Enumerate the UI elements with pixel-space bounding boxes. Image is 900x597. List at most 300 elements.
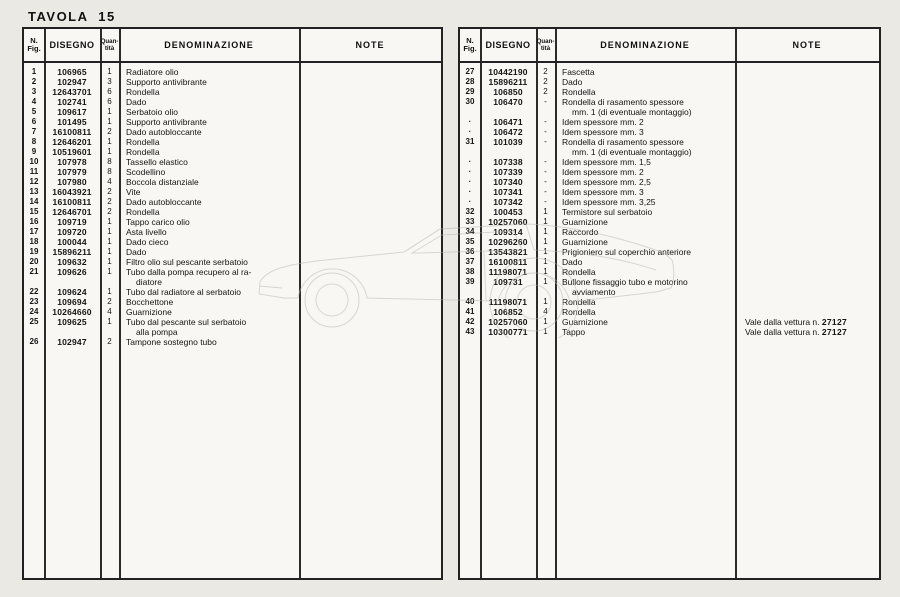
fig-number: 18 bbox=[29, 237, 39, 246]
disegno-number: 109720 bbox=[57, 227, 87, 237]
note-text bbox=[735, 227, 879, 237]
quantity: 1 bbox=[543, 237, 548, 246]
disegno-number: 102947 bbox=[57, 77, 87, 87]
denomination-text: Dado bbox=[126, 247, 147, 257]
fig-number: 37 bbox=[465, 257, 475, 266]
disegno-number: 12646701 bbox=[52, 207, 92, 217]
table-row-line bbox=[460, 287, 879, 297]
denomination-text: Bocchettone bbox=[126, 297, 174, 307]
denomination-text: Dado bbox=[126, 97, 147, 107]
header-fig-line2: Fig. bbox=[27, 44, 41, 53]
table-row-line bbox=[24, 77, 441, 87]
note-text bbox=[299, 297, 441, 307]
denomination-text: Tappo bbox=[562, 327, 586, 337]
note-text bbox=[735, 257, 879, 267]
denomination-text: Fascetta bbox=[562, 67, 595, 77]
disegno-number: 16100811 bbox=[52, 197, 92, 207]
note-text bbox=[299, 147, 441, 157]
denomination-text: Dado autobloccante bbox=[126, 127, 202, 137]
denomination-text: Asta livello bbox=[126, 227, 167, 237]
note-text bbox=[735, 97, 879, 107]
denomination-text: Rondella bbox=[126, 87, 160, 97]
table-row-line bbox=[24, 87, 441, 97]
table-row-line bbox=[460, 227, 879, 237]
denomination-text: Prigioniero sul coperchio anteriore bbox=[562, 247, 691, 257]
table-row-line bbox=[24, 97, 441, 107]
table-row-line bbox=[460, 297, 879, 307]
note-text bbox=[299, 327, 441, 337]
fig-number: 30 bbox=[465, 97, 475, 106]
note-text bbox=[299, 67, 441, 77]
quantity bbox=[100, 327, 119, 337]
denomination-text: Idem spessore mm. 3,25 bbox=[562, 197, 656, 207]
denomination-text: Dado cieco bbox=[126, 237, 169, 247]
fig-number: 26 bbox=[29, 337, 39, 346]
denomination-text: Tassello elastico bbox=[126, 157, 188, 167]
denomination-text: Supporto antivibrante bbox=[126, 117, 207, 127]
note-text bbox=[299, 317, 441, 327]
table-row-line bbox=[24, 247, 441, 257]
fig-number: 22 bbox=[29, 287, 39, 296]
table-row-line bbox=[460, 257, 879, 267]
table-row-line bbox=[460, 267, 879, 277]
denomination-text: Termistore sul serbatoio bbox=[562, 207, 653, 217]
note-text bbox=[735, 287, 879, 297]
note-car-number: 27127 bbox=[821, 317, 848, 327]
fig-number: 23 bbox=[29, 297, 39, 306]
quantity: - bbox=[544, 177, 547, 186]
table-row-line bbox=[460, 277, 879, 287]
denomination-text: Supporto antivibrante bbox=[126, 77, 207, 87]
denomination-text: Guarnizione bbox=[126, 307, 172, 317]
note-text bbox=[299, 77, 441, 87]
disegno-number: 101039 bbox=[493, 137, 523, 147]
table-row-line bbox=[24, 187, 441, 197]
quantity: 2 bbox=[107, 197, 112, 206]
note-text bbox=[735, 207, 879, 217]
disegno-number: 13543821 bbox=[488, 247, 528, 257]
table-row-line bbox=[460, 97, 879, 107]
quantity: - bbox=[544, 187, 547, 196]
header-fig bbox=[24, 37, 44, 54]
table-row-line bbox=[24, 107, 441, 117]
denomination-text: Rondella bbox=[562, 307, 596, 317]
note-text bbox=[735, 277, 879, 287]
denomination-text: Rondella bbox=[562, 87, 596, 97]
note-text bbox=[299, 247, 441, 257]
table-row-line bbox=[24, 167, 441, 177]
denomination-text: Rondella di rasamento spessore bbox=[562, 97, 684, 107]
table-row-line bbox=[24, 157, 441, 167]
note-text bbox=[299, 277, 441, 287]
denomination-text: avviamento bbox=[572, 287, 616, 297]
quantity: 1 bbox=[107, 287, 112, 296]
table-body bbox=[24, 67, 441, 347]
quantity: 1 bbox=[107, 257, 112, 266]
denomination-text: Tubo dal pescante sul serbatoio bbox=[126, 317, 247, 327]
header-qty-line2: tità bbox=[104, 45, 115, 52]
fig-number: 4 bbox=[31, 97, 37, 106]
fig-number: · bbox=[468, 127, 472, 136]
quantity: - bbox=[544, 197, 547, 206]
fig-number: 20 bbox=[29, 257, 39, 266]
fig-number: · bbox=[468, 187, 472, 196]
quantity: 2 bbox=[107, 337, 112, 346]
quantity: 1 bbox=[107, 107, 112, 116]
table-row-line bbox=[24, 237, 441, 247]
header-qty bbox=[100, 38, 119, 52]
table-row-line bbox=[24, 147, 441, 157]
disegno-number: 106471 bbox=[493, 117, 523, 127]
disegno-number: 106965 bbox=[57, 67, 87, 77]
disegno-number: 12643701 bbox=[52, 87, 92, 97]
note-text bbox=[299, 107, 441, 117]
note-text bbox=[735, 237, 879, 247]
note-text bbox=[735, 217, 879, 227]
denomination-text: Idem spessore mm. 3 bbox=[562, 127, 644, 137]
note-text bbox=[299, 177, 441, 187]
note-text bbox=[299, 87, 441, 97]
header-divider bbox=[460, 61, 879, 63]
denomination-text: Tampone sostegno tubo bbox=[126, 337, 217, 347]
header-denominazione: DENOMINAZIONE bbox=[164, 40, 254, 50]
note-text bbox=[299, 117, 441, 127]
denomination-text: Rondella bbox=[126, 207, 160, 217]
quantity: 4 bbox=[107, 177, 112, 186]
fig-number: 35 bbox=[465, 237, 475, 246]
quantity: 2 bbox=[543, 67, 548, 76]
table-row-line bbox=[460, 317, 879, 327]
table-row-line bbox=[24, 307, 441, 317]
note-text bbox=[735, 107, 879, 117]
table-row-line bbox=[24, 137, 441, 147]
table-row-line bbox=[24, 327, 441, 337]
quantity: 1 bbox=[107, 217, 112, 226]
denomination-text: Raccordo bbox=[562, 227, 599, 237]
denomination-text: Idem spessore mm. 3 bbox=[562, 187, 644, 197]
disegno-number: 15896211 bbox=[52, 247, 92, 257]
note-text bbox=[299, 127, 441, 137]
note-text bbox=[299, 187, 441, 197]
fig-number: 3 bbox=[31, 87, 37, 96]
quantity bbox=[536, 287, 555, 297]
quantity: 1 bbox=[543, 217, 548, 226]
denomination-text: Idem spessore mm. 2,5 bbox=[562, 177, 651, 187]
quantity: 4 bbox=[107, 307, 112, 316]
fig-number bbox=[460, 107, 480, 117]
quantity: - bbox=[544, 117, 547, 126]
table-row-line bbox=[460, 327, 879, 337]
disegno-number: 10300771 bbox=[488, 327, 528, 337]
table-row-line bbox=[460, 137, 879, 147]
disegno-number: 107339 bbox=[493, 167, 523, 177]
note-text bbox=[735, 167, 879, 177]
note-text bbox=[735, 117, 879, 127]
fig-number: 2 bbox=[31, 77, 37, 86]
disegno-number: 10257060 bbox=[488, 217, 528, 227]
table-row-line bbox=[24, 277, 441, 287]
note-text bbox=[735, 177, 879, 187]
fig-number: 6 bbox=[31, 117, 37, 126]
denomination-text: Idem spessore mm. 2 bbox=[562, 117, 644, 127]
table-body bbox=[460, 67, 879, 337]
table-row-line bbox=[24, 207, 441, 217]
fig-number: 16 bbox=[29, 217, 39, 226]
header-disegno: DISEGNO bbox=[49, 40, 95, 50]
fig-number: · bbox=[468, 167, 472, 176]
quantity: 2 bbox=[107, 127, 112, 136]
note-text bbox=[735, 77, 879, 87]
quantity: 1 bbox=[107, 147, 112, 156]
note-text bbox=[299, 337, 441, 347]
fig-number: 14 bbox=[29, 197, 39, 206]
fig-number: 34 bbox=[465, 227, 475, 236]
denomination-text: diatore bbox=[136, 277, 162, 287]
disegno-number: 102741 bbox=[57, 97, 87, 107]
table-row-line bbox=[460, 177, 879, 187]
note-text bbox=[299, 227, 441, 237]
note-text bbox=[735, 247, 879, 257]
header-disegno: DISEGNO bbox=[485, 40, 531, 50]
quantity: 1 bbox=[107, 247, 112, 256]
note-text bbox=[299, 157, 441, 167]
denomination-text: Dado bbox=[562, 77, 583, 87]
quantity: 1 bbox=[543, 277, 548, 286]
parts-table-left bbox=[22, 27, 443, 580]
header-fig-line1: N. bbox=[30, 35, 38, 45]
quantity: 2 bbox=[107, 297, 112, 306]
table-row-line bbox=[460, 247, 879, 257]
fig-number: 11 bbox=[29, 167, 39, 176]
disegno-number: 16100811 bbox=[488, 257, 528, 267]
note-text bbox=[735, 127, 879, 137]
parts-table-right bbox=[458, 27, 881, 580]
disegno-number: 109625 bbox=[57, 317, 87, 327]
table-row-line bbox=[460, 107, 879, 117]
denomination-text: Bullone fissaggio tubo e motorino bbox=[562, 277, 688, 287]
disegno-number: 109624 bbox=[57, 287, 87, 297]
table-row-line bbox=[24, 177, 441, 187]
disegno-number: 107980 bbox=[57, 177, 87, 187]
disegno-number: 106472 bbox=[493, 127, 523, 137]
note-text bbox=[735, 87, 879, 97]
fig-number: 10 bbox=[29, 157, 39, 166]
denomination-text: Rondella bbox=[126, 137, 160, 147]
table-row-line bbox=[24, 317, 441, 327]
denomination-text: Tappo carico olio bbox=[126, 217, 190, 227]
quantity: 3 bbox=[107, 77, 112, 86]
denomination-text: Guarnizione bbox=[562, 317, 608, 327]
header-fig bbox=[460, 37, 480, 54]
disegno-number: 10519601 bbox=[52, 147, 92, 157]
fig-number: 33 bbox=[465, 217, 475, 226]
note-text bbox=[299, 287, 441, 297]
denomination-text: mm. 1 (di eventuale montaggio) bbox=[572, 147, 692, 157]
fig-number: 32 bbox=[465, 207, 475, 216]
table-row-line bbox=[460, 127, 879, 137]
disegno-number: 109617 bbox=[57, 107, 87, 117]
note-text bbox=[299, 167, 441, 177]
quantity: 1 bbox=[107, 137, 112, 146]
fig-number: 41 bbox=[465, 307, 475, 316]
note-text bbox=[735, 67, 879, 77]
note-text bbox=[735, 187, 879, 197]
fig-number bbox=[460, 147, 480, 157]
disegno-number bbox=[480, 107, 536, 117]
disegno-number: 106850 bbox=[493, 87, 523, 97]
fig-number: 9 bbox=[31, 147, 37, 156]
note-text: Vale dalla vettura n. 27127 bbox=[745, 317, 848, 327]
quantity bbox=[100, 277, 119, 287]
quantity: 1 bbox=[543, 327, 548, 336]
quantity: 1 bbox=[543, 207, 548, 216]
table-row-line bbox=[460, 197, 879, 207]
fig-number: 12 bbox=[29, 177, 39, 186]
note-text bbox=[735, 197, 879, 207]
disegno-number: 109626 bbox=[57, 267, 87, 277]
fig-number: 29 bbox=[465, 87, 475, 96]
quantity: 4 bbox=[543, 307, 548, 316]
note-text bbox=[299, 197, 441, 207]
note-text bbox=[299, 137, 441, 147]
quantity: 1 bbox=[543, 257, 548, 266]
denomination-text: Radiatore olio bbox=[126, 67, 179, 77]
quantity: - bbox=[544, 137, 547, 146]
table-row-line bbox=[460, 147, 879, 157]
quantity: 8 bbox=[107, 157, 112, 166]
fig-number: · bbox=[468, 197, 472, 206]
header-fig-line1: N. bbox=[466, 35, 474, 45]
fig-number bbox=[24, 277, 44, 287]
disegno-number bbox=[480, 147, 536, 157]
fig-number: 19 bbox=[29, 247, 39, 256]
note-text bbox=[299, 257, 441, 267]
fig-number: 13 bbox=[29, 187, 39, 196]
disegno-number: 107978 bbox=[57, 157, 87, 167]
denomination-text: mm. 1 (di eventuale montaggio) bbox=[572, 107, 692, 117]
fig-number: 5 bbox=[31, 107, 37, 116]
denomination-text: Idem spessore mm. 1,5 bbox=[562, 157, 651, 167]
quantity: 1 bbox=[107, 267, 112, 276]
disegno-number: 100453 bbox=[493, 207, 523, 217]
disegno-number: 107338 bbox=[493, 157, 523, 167]
fig-number: 1 bbox=[31, 67, 37, 76]
table-row-line bbox=[24, 337, 441, 347]
header-denominazione: DENOMINAZIONE bbox=[600, 40, 690, 50]
fig-number: 43 bbox=[465, 327, 475, 336]
table-row-line bbox=[460, 87, 879, 97]
disegno-number: 10442190 bbox=[488, 67, 528, 77]
denomination-text: Vite bbox=[126, 187, 141, 197]
note-text bbox=[735, 147, 879, 157]
disegno-number: 16043921 bbox=[52, 187, 92, 197]
fig-number: 25 bbox=[29, 317, 39, 326]
fig-number: 40 bbox=[465, 297, 475, 306]
denomination-text: Scodellino bbox=[126, 167, 166, 177]
note-text bbox=[735, 297, 879, 307]
page-title: TAVOLA 15 bbox=[28, 9, 116, 24]
header-qty-line1: Quan- bbox=[100, 38, 119, 45]
disegno-number: 10296260 bbox=[488, 237, 528, 247]
table-row-line bbox=[24, 197, 441, 207]
denomination-text: Rondella di rasamento spessore bbox=[562, 137, 684, 147]
table-row-line bbox=[460, 117, 879, 127]
fig-number: · bbox=[468, 157, 472, 166]
quantity: 2 bbox=[107, 187, 112, 196]
quantity: - bbox=[544, 167, 547, 176]
disegno-number: 109632 bbox=[57, 257, 87, 267]
table-row-line bbox=[460, 157, 879, 167]
quantity: 1 bbox=[107, 117, 112, 126]
table-row-line bbox=[24, 227, 441, 237]
note-text bbox=[735, 307, 879, 317]
disegno-number: 12646201 bbox=[52, 137, 92, 147]
quantity: 2 bbox=[107, 207, 112, 216]
denomination-text: Serbatoio olio bbox=[126, 107, 178, 117]
table-row-line bbox=[24, 267, 441, 277]
denomination-text: Guarnizione bbox=[562, 237, 608, 247]
disegno-number: 107979 bbox=[57, 167, 87, 177]
fig-number: 24 bbox=[29, 307, 39, 316]
table-row-line bbox=[24, 127, 441, 137]
fig-number: 21 bbox=[29, 267, 39, 276]
note-text bbox=[735, 157, 879, 167]
fig-number: · bbox=[468, 177, 472, 186]
table-row-line bbox=[24, 297, 441, 307]
note-text bbox=[735, 137, 879, 147]
quantity: 2 bbox=[543, 87, 548, 96]
note-text bbox=[299, 237, 441, 247]
denomination-text: Rondella bbox=[562, 297, 596, 307]
quantity: - bbox=[544, 97, 547, 106]
disegno-number: 109694 bbox=[57, 297, 87, 307]
denomination-text: Filtro olio sul pescante serbatoio bbox=[126, 257, 248, 267]
denomination-text: Rondella bbox=[126, 147, 160, 157]
disegno-number: 102947 bbox=[57, 337, 87, 347]
disegno-number: 10264660 bbox=[52, 307, 92, 317]
disegno-number: 109314 bbox=[493, 227, 523, 237]
disegno-number: 15896211 bbox=[488, 77, 528, 87]
disegno-number: 107340 bbox=[493, 177, 523, 187]
disegno-number: 11198071 bbox=[488, 297, 528, 307]
disegno-number: 109719 bbox=[57, 217, 87, 227]
fig-number: 7 bbox=[31, 127, 37, 136]
note-text bbox=[735, 267, 879, 277]
table-row-line bbox=[24, 117, 441, 127]
quantity: 1 bbox=[107, 67, 112, 76]
note-text bbox=[299, 217, 441, 227]
quantity: 2 bbox=[543, 77, 548, 86]
denomination-text: Tubo dalla pompa recupero al ra- bbox=[126, 267, 252, 277]
table-row-line bbox=[460, 77, 879, 87]
disegno-number bbox=[44, 327, 100, 337]
table-row-line bbox=[460, 67, 879, 77]
quantity bbox=[536, 107, 555, 117]
table-row-line bbox=[24, 217, 441, 227]
table-row-line bbox=[460, 217, 879, 227]
disegno-number: 101495 bbox=[57, 117, 87, 127]
header-qty-line1: Quan- bbox=[536, 38, 555, 45]
denomination-text: Guarnizione bbox=[562, 217, 608, 227]
table-row-line bbox=[460, 167, 879, 177]
header-qty bbox=[536, 38, 555, 52]
quantity: 8 bbox=[107, 167, 112, 176]
quantity bbox=[536, 147, 555, 157]
header-note: NOTE bbox=[355, 40, 385, 50]
table-row-line bbox=[460, 207, 879, 217]
note-car-number: 27127 bbox=[821, 327, 848, 337]
disegno-number: 16100811 bbox=[52, 127, 92, 137]
